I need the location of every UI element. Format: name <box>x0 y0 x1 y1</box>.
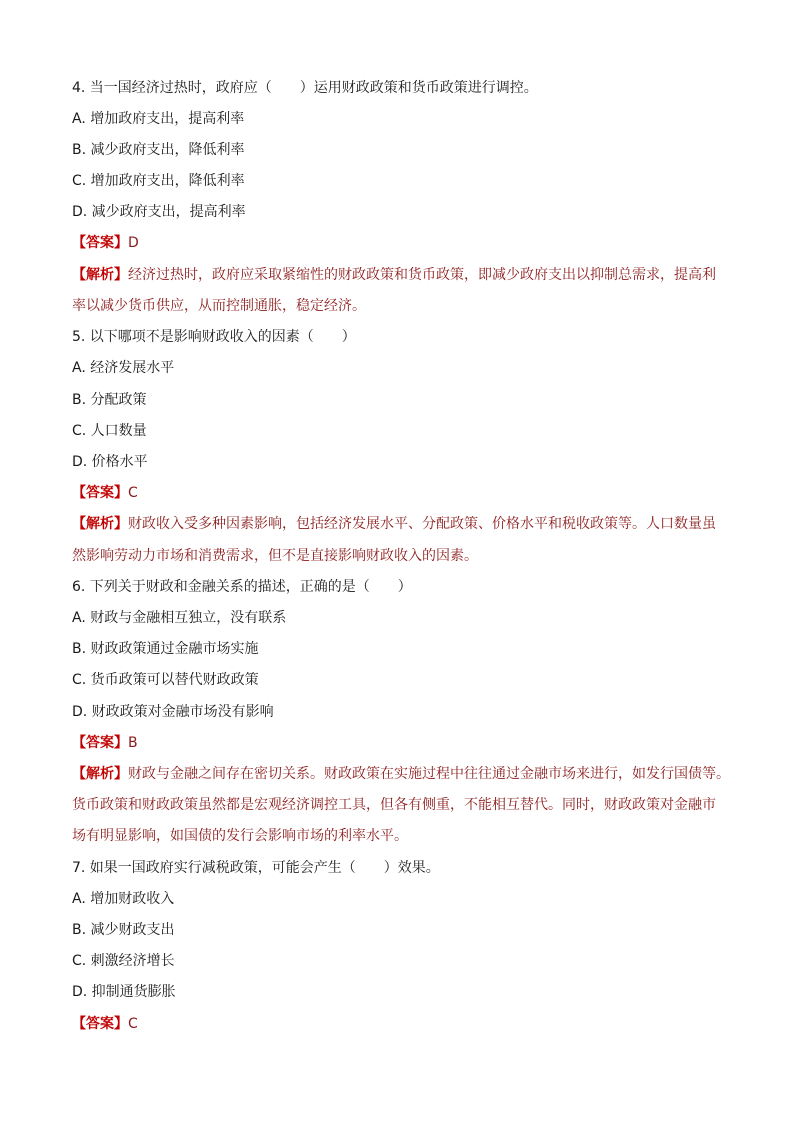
question-6-analysis <box>72 764 730 784</box>
answer-tag: 【答案】 <box>72 735 128 751</box>
question-6-answer <box>72 733 138 753</box>
analysis-text: 财政收入受多种因素影响，包括经济发展水平、分配政策、价格水平和税收政策等。人口数量虽 <box>128 516 716 532</box>
question-5-option-b: B. 分配政策 <box>72 392 147 408</box>
answer-value: C <box>128 1016 138 1032</box>
analysis-tag: 【解析】 <box>72 267 128 283</box>
analysis-tag: 【解析】 <box>72 766 128 782</box>
question-7-answer <box>72 1014 138 1034</box>
analysis-tag: 【解析】 <box>72 516 128 532</box>
question-5-option-c: C. 人口数量 <box>72 423 147 439</box>
question-7-option-a: A. 增加财政收入 <box>72 891 175 907</box>
question-4-option-a: A. 增加政府支出，提高利率 <box>72 111 245 127</box>
question-6-stem: 6. 下列关于财政和金融关系的描述，正确的是（ ） <box>72 579 412 595</box>
question-7-option-c: C. 刺激经济增长 <box>72 953 175 969</box>
answer-tag: 【答案】 <box>72 485 128 501</box>
answer-value: B <box>128 735 138 751</box>
question-5-stem: 5. 以下哪项不是影响财政收入的因素（ ） <box>72 329 356 345</box>
question-4-analysis <box>72 265 716 285</box>
question-6-option-d: D. 财政政策对金融市场没有影响 <box>72 704 274 720</box>
question-4-option-d: D. 减少政府支出，提高利率 <box>72 204 246 220</box>
question-4-option-c: C. 增加政府支出，降低利率 <box>72 173 245 189</box>
question-4-option-b: B. 减少政府支出，降低利率 <box>72 142 245 158</box>
answer-value: C <box>128 485 138 501</box>
question-5-option-a: A. 经济发展水平 <box>72 360 175 376</box>
answer-tag: 【答案】 <box>72 1016 128 1032</box>
question-5-answer <box>72 483 138 503</box>
question-5-option-d: D. 价格水平 <box>72 454 148 470</box>
question-4-answer <box>72 233 139 253</box>
analysis-text: 财政与金融之间存在密切关系。财政政策在实施过程中往往通过金融市场来进行，如发行国债等。 <box>128 766 730 782</box>
question-7-option-b: B. 减少财政支出 <box>72 922 175 938</box>
question-6-option-c: C. 货币政策可以替代财政政策 <box>72 672 259 688</box>
question-7-option-d: D. 抑制通货膨胀 <box>72 984 176 1000</box>
question-5-analysis-cont: 然影响劳动力市场和消费需求，但不是直接影响财政收入的因素。 <box>72 548 478 564</box>
question-6-analysis-cont-1: 货币政策和财政政策虽然都是宏观经济调控工具，但各有侧重，不能相互替代。同时，财政政策对金融市 <box>72 797 716 813</box>
answer-value: D <box>128 235 139 251</box>
question-7-stem: 7. 如果一国政府实行减税政策，可能会产生（ ）效果。 <box>72 860 440 876</box>
question-6-analysis-cont-2: 场有明显影响，如国债的发行会影响市场的利率水平。 <box>72 828 408 844</box>
question-6-option-b: B. 财政政策通过金融市场实施 <box>72 641 259 657</box>
question-4-analysis-cont: 率以减少货币供应，从而控制通胀，稳定经济。 <box>72 298 366 314</box>
answer-tag: 【答案】 <box>72 235 128 251</box>
question-6-option-a: A. 财政与金融相互独立，没有联系 <box>72 610 287 626</box>
analysis-text: 经济过热时，政府应采取紧缩性的财政政策和货币政策，即减少政府支出以抑制总需求，提高利 <box>128 267 716 283</box>
question-5-analysis <box>72 514 716 534</box>
question-4-stem: 4. 当一国经济过热时，政府应（ ）运用财政政策和货币政策进行调控。 <box>72 80 538 96</box>
